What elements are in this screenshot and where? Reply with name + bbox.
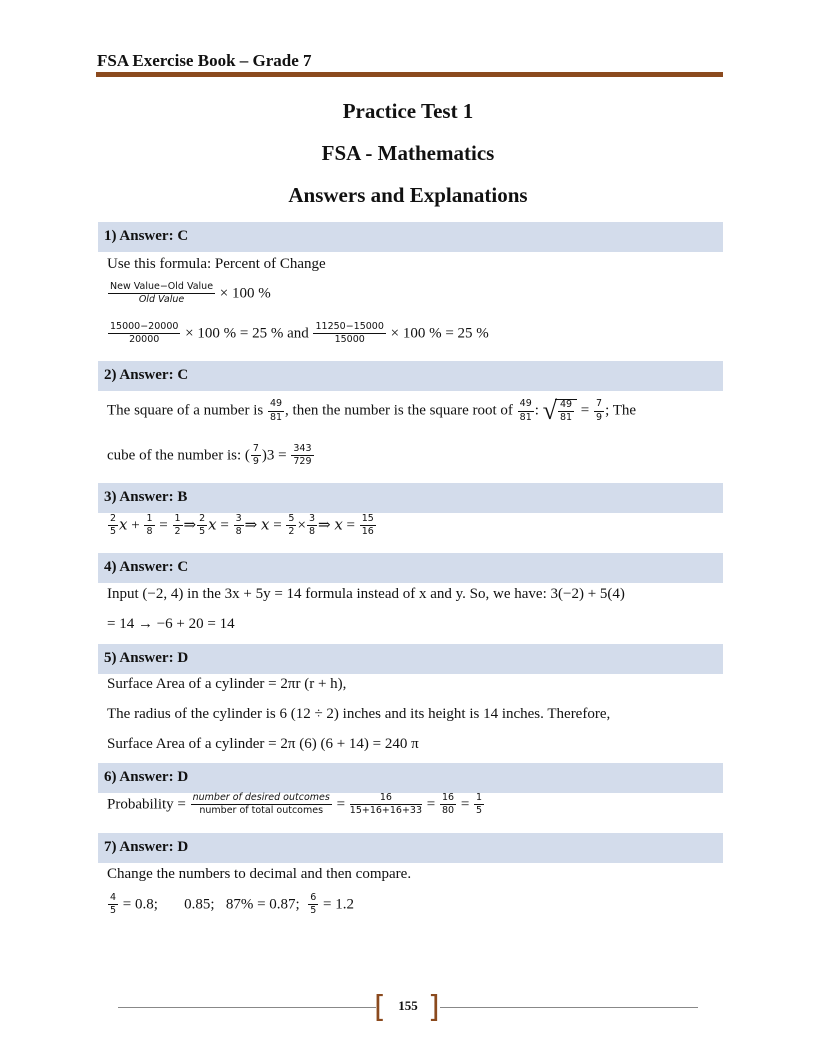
fraction: $\frac{49}{81}$ [519,398,532,423]
footer-rule-left [118,1007,376,1008]
fraction: $\frac{15000-20000}{20000}$ [110,321,179,346]
fraction: $\frac{16}{15+16+16+33}$ [349,792,423,817]
footer-rule-right [440,1007,698,1008]
q6-probability: Probability = $\frac{\text{number of desired outcomes}}{\text{number of total outcomes}}$ = $\frac{16}{15+16+16+33}$ = $\frac{16}{80}$ = $\frac{1}{5}$ [107,792,483,817]
footer-bracket-right: ] [428,990,440,1025]
q5-line-2: The radius of the cylinder is 6 (12 ÷ 2) inches and its height is 14 inches. Therefore, [107,706,611,722]
q3-equation: $\frac{2}{5}$ x + $\frac{1}{8}$ = $\frac{1}{2}$ ⇒ $\frac{2}{5}$ x = $\frac{3}{8}$ ⇒ x = $\frac{5}{2}$ × $\frac{3}{8}$ ⇒ x = $\frac{15}{16}$ [110,513,374,538]
page-subtitle: FSA - Mathematics [321,141,495,165]
q5-line-1: Surface Area of a cylinder = 2πr (r + h), [107,676,347,692]
answer-label-4: 4) Answer: C [104,559,189,575]
fraction: $\frac{7}{9}$ [596,398,603,423]
fraction: $\frac{4}{5}$ [110,892,117,917]
fraction: $\frac{1}{8}$ [146,513,153,538]
q1-formula: $\frac{\text{New Value−Old Value}}{\text{Old Value}}$ × 100 % [110,281,271,306]
q2-line-1: The square of a number is $\frac{49}{81}$ , then the number is the square root of $\frac{49}{81}$ : √ $\frac{49}{81}$ = $\frac{7}{9}$ ; The [107,396,637,425]
header-title: FSA Exercise Book – Grade 7 [97,51,312,70]
fraction: $\frac{2}{5}$ [199,513,206,538]
answer-label-7: 7) Answer: D [104,839,189,855]
fraction: $\frac{343}{729}$ [293,443,312,468]
q7-values: $\frac{4}{5}$ = 0.8; 0.85; 87% = 0.87; $\frac{6}{5}$ = 1.2 [110,892,354,917]
answer-label-5: 5) Answer: D [104,650,189,666]
fraction: $\frac{\text{New Value−Old Value}}{\text{Old Value}}$ [110,281,214,306]
q2-line-2: cube of the number is: ( $\frac{7}{9}$ )3 = $\frac{343}{729}$ [107,443,312,468]
fraction: $\frac{1}{2}$ [174,513,181,538]
fraction: $\frac{5}{2}$ [288,513,295,538]
q1-text: Use this formula: Percent of Change [107,256,326,272]
fraction: $\frac{7}{9}$ [252,443,259,468]
fraction: $\frac{\text{number of desired outcomes}}{\text{number of total outcomes}}$ [192,792,330,817]
header-rule [96,72,723,77]
fraction: $\frac{15}{16}$ [361,513,374,538]
answer-band-4 [98,553,723,583]
answer-band-3 [98,483,723,513]
fraction: $\frac{11250-15000}{15000}$ [315,321,384,346]
page-number: 155 [398,998,418,1013]
fraction: $\frac{49}{81}$ [559,398,573,423]
answer-label-3: 3) Answer: B [104,489,188,505]
fraction: $\frac{16}{80}$ [441,792,455,817]
q5-line-3: Surface Area of a cylinder = 2π (6) (6 + 14) = 240 π [107,736,419,752]
answer-label-6: 6) Answer: D [104,769,189,785]
answer-band-5 [98,644,723,674]
q1-calculation: $\frac{15000-20000}{20000}$ × 100 % = 25 % and $\frac{11250-15000}{15000}$ × 100 % = 25 % [110,321,489,346]
answer-band-6 [98,763,723,793]
q7-text: Change the numbers to decimal and then compare. [107,866,412,882]
answer-band-7 [98,833,723,863]
page-title: Practice Test 1 [342,99,474,123]
fraction: $\frac{49}{81}$ [269,398,283,423]
sqrt-icon: √ [542,396,557,425]
fraction: $\frac{3}{8}$ [235,513,242,538]
fraction: $\frac{3}{8}$ [308,513,315,538]
section-title: Answers and Explanations [288,183,528,207]
answer-label-1: 1) Answer: C [104,228,189,244]
footer-bracket-left: [ [374,990,386,1025]
answer-band-1 [98,222,723,252]
answer-label-2: 2) Answer: C [104,367,189,383]
fraction: $\frac{2}{5}$ [110,513,117,538]
answer-band-2 [98,361,723,391]
q4-line-1: Input (−2, 4) in the 3x + 5y = 14 formula instead of x and y. So, we have: 3(−2) + 5(4) [107,586,625,602]
fraction: $\frac{1}{5}$ [476,792,483,817]
fraction: $\frac{6}{5}$ [310,892,317,917]
q4-line-2: = 14 → −6 + 20 = 14 [107,616,235,632]
